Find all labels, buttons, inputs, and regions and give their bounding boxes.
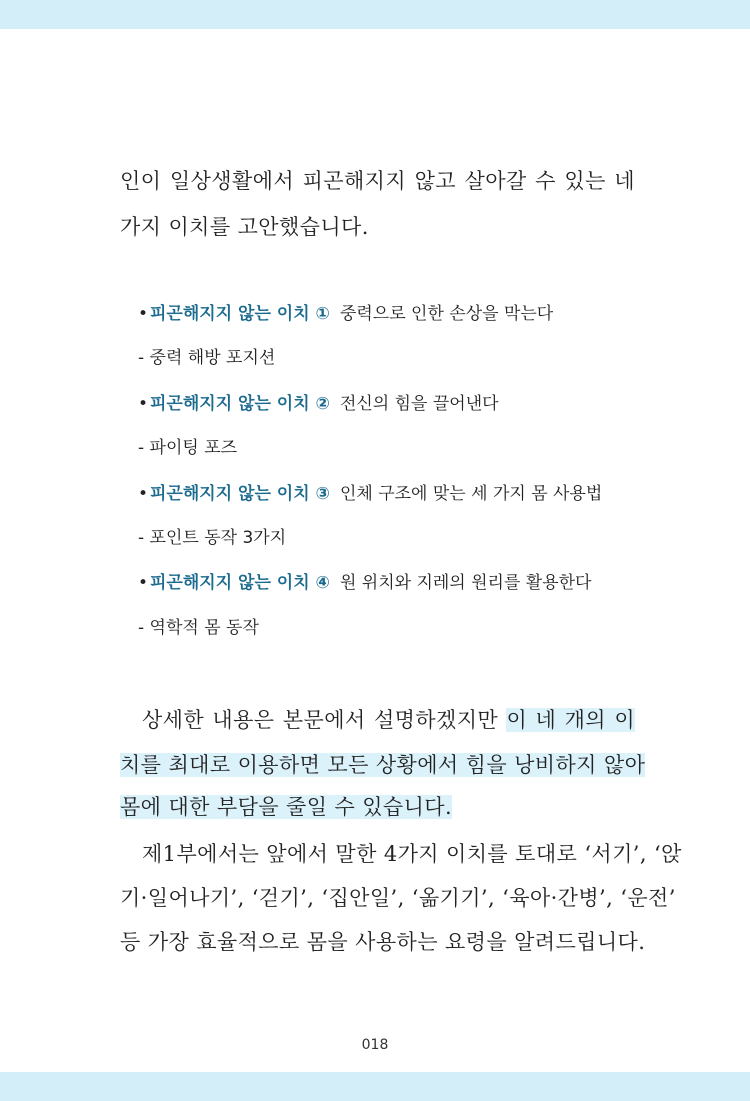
bullet-icon: • bbox=[138, 394, 149, 414]
list-item-1 bbox=[138, 300, 553, 328]
list-item-text: 인체 구조에 맞는 세 가지 몸 사용법 bbox=[339, 484, 603, 504]
intro-line-1: 인이 일상생활에서 피곤해지지 않고 살아갈 수 있는 네 bbox=[120, 169, 635, 193]
para3-line-2: 기·일어나기’, ‘걷기’, ‘집안일’, ‘옮기기’, ‘육아·간병’, ‘운전’ bbox=[120, 886, 676, 910]
para2-line-3 bbox=[120, 789, 635, 825]
bottom-color-band bbox=[0, 1072, 750, 1101]
intro-line-2: 가지 이치를 고안했습니다. bbox=[120, 215, 369, 239]
list-item-3-sub: - 포인트 동작 3가지 bbox=[138, 528, 287, 548]
bullet-icon: • bbox=[138, 573, 149, 593]
para3-line-1: 제1부에서는 앞에서 말한 4가지 이치를 토대로 ‘서기’, ‘앉 bbox=[142, 842, 682, 866]
para2-line-1 bbox=[120, 702, 635, 738]
para2-highlight: 치를 최대로 이용하면 모든 상황에서 힘을 낭비하지 않아 bbox=[120, 753, 646, 777]
list-item-heading: 피곤해지지 않는 이치 ③ bbox=[150, 484, 330, 504]
para2-line-1-text: 상세한 내용은 본문에서 설명하겠지만 bbox=[142, 708, 507, 732]
list-item-text: 중력으로 인한 손상을 막는다 bbox=[339, 304, 554, 324]
para2-line-2 bbox=[120, 747, 646, 783]
para2-highlight: 이 네 개의 이 bbox=[506, 708, 636, 732]
list-item-heading: 피곤해지지 않는 이치 ④ bbox=[150, 573, 330, 593]
list-item-heading: 피곤해지지 않는 이치 ② bbox=[150, 394, 330, 414]
list-item-heading: 피곤해지지 않는 이치 ① bbox=[150, 304, 330, 324]
list-item-4-sub: - 역학적 몸 동작 bbox=[138, 618, 259, 638]
bullet-icon: • bbox=[138, 484, 149, 504]
list-item-1-sub: - 중력 해방 포지션 bbox=[138, 348, 276, 368]
list-item-3 bbox=[138, 480, 602, 508]
list-item-4 bbox=[138, 569, 591, 597]
list-item-2-sub: - 파이팅 포즈 bbox=[138, 438, 238, 458]
list-item-text: 전신의 힘을 끌어낸다 bbox=[339, 394, 499, 414]
para2-highlight: 몸에 대한 부담을 줄일 수 있습니다. bbox=[120, 795, 453, 819]
page-number: 018 bbox=[361, 1037, 389, 1053]
list-item-2 bbox=[138, 390, 499, 418]
list-item-text: 원 위치와 지레의 원리를 활용한다 bbox=[339, 573, 592, 593]
bullet-icon: • bbox=[138, 304, 149, 324]
para3-line-3: 등 가장 효율적으로 몸을 사용하는 요령을 알려드립니다. bbox=[120, 930, 646, 954]
